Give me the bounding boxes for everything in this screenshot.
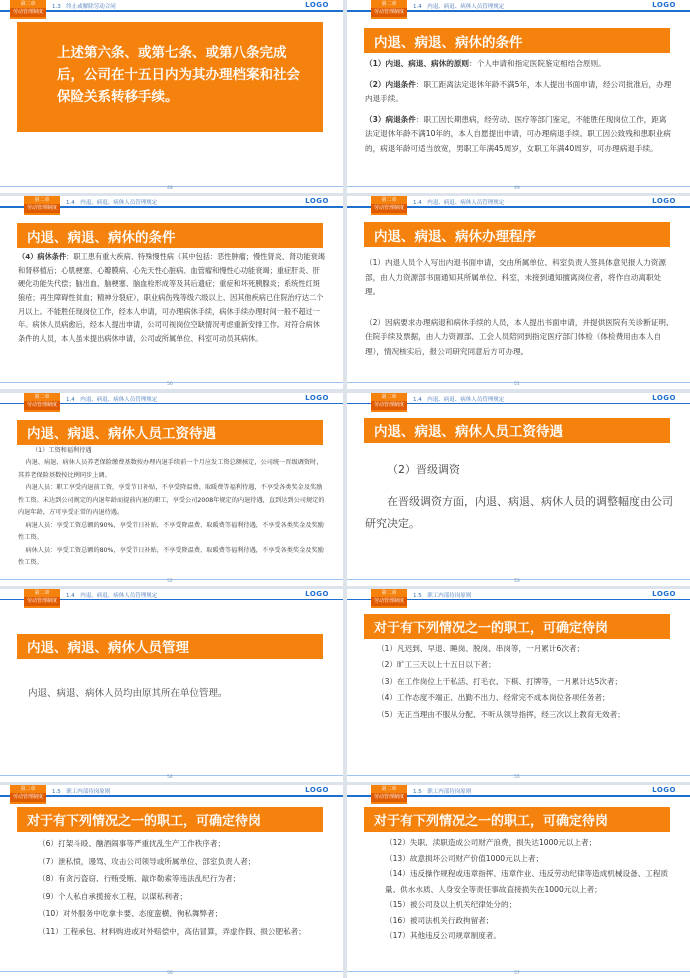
page-number: 50 [167,382,173,388]
slide-title: 对于有下列情况之一的职工，可确定待岗 [17,807,323,832]
page-number: 48 [167,186,173,191]
slide-title: 对于有下列情况之一的职工，可确定待岗 [364,614,670,639]
slide-56[interactable] [0,785,343,978]
list-item: （13）故意损坏公司财产价值1000元以上者； [385,853,544,863]
list-item: （9）个人私自承揽接水工程，以谋私利者； [38,891,188,901]
page-number: 57 [514,971,520,976]
slide-title: 内退、病退、病休人员工资待遇 [17,420,323,445]
slide-body: （1）内退、病退、病休的原则：个人申请和指定医院鉴定相结合原则。 （2）内退条件：职工距离法定退休年龄不满5年，本人提出书面申请，经公司批准后，办理内退手续。 （3）病退条件：职工因长期患病，经劳动、医疗等部门鉴定，不能胜任现岗位工作，距离法定退休年龄不满10年的，本人自愿提出申请，可办理病退手续。职工因公致残和患职业病的，病退年龄可适当放宽，男职工年满45周岁，女职工年满40周岁，可办理病退手续。 [365,59,672,153]
logo: LOGO [652,393,676,402]
chapter-badge: 第二章 劳动管理制度 [371,785,407,804]
page-number: 55 [514,774,520,780]
logo: LOGO [305,589,329,598]
header-line [0,10,343,12]
section-label: 1.4 内退、病退、病休人员管理规定 [66,396,158,403]
list-item: （15）被公司及以上机关纪律处分的； [385,900,517,909]
list-item: （8）有贪污盗窃、行贿受贿、敲诈勒索等违法乱纪行为者； [38,874,241,883]
slide-52[interactable] [0,393,343,586]
slide-body: （4）病休条件：职工患有重大疾病、特殊慢性病（其中包括：恶性肿瘤；慢性肾炎、肾功能衰竭和肾移植后；心肌梗塞、心瓣膜病、心先天性心脏病、血管瘤和慢性心功能衰竭；重症肝炎、肝硬化功能失代偿；脑出血、脑梗塞、脑血栓形成等及其后遗症；重症和坏死胰腺炎；系统性红斑狼疮；再生障碍性贫血；精神分裂症），职业病伤残等级六级以上、因其他疾病已住院治疗达二个月以上。不能胜任现岗位工作，经本人申请，可办理病休手续，病休手续办理时间一般不超过一年。病休人员病愈后，经本人提出申请，公司可视岗位空缺情况考虑重新安排工作。对符合病休条件的人员，本人虽未提出病休申请，公司或所属单位、科室可动员其病休。 [18,252,325,343]
slide-49[interactable] [347,0,690,193]
chapter-badge: 第二章 劳动管理制度 [371,0,407,19]
slide-title: 内退、病退、病休的条件 [17,223,323,248]
chapter-badge: 第二章 劳动管理制度 [10,0,46,19]
list-item: （7）泄私愤，谩骂、攻击公司领导或所属单位、部室负责人者； [38,856,256,866]
logo: LOGO [305,786,329,794]
header-line [0,795,343,797]
chapter-badge: 第二章 劳动管理制度 [371,196,407,215]
section-label: 1.5 职工内部待岗原则 [413,592,472,599]
list-item: （4）工作态度不端正、出勤不出力、经常完不成本岗位各项任务者； [377,693,610,703]
slide-title: 对于有下列情况之一的职工，可确定待岗 [364,807,670,832]
slide-body [365,641,674,724]
chapter-badge: 第二章 劳动管理制度 [371,393,407,412]
section-label: 1.4 内退、病退、病休人员管理规定 [413,4,505,10]
highlight-text: 上述第六条、或第七条、或第八条完成后，公司在十五日内为其办理档案和社会保险关系转移手续。 [57,45,300,105]
highlight-box [17,22,323,132]
logo: LOGO [652,197,676,206]
list-item: （11）工程承包、材料购进或对外赔偿中，高估冒算，弄虚作假、损公肥私者； [38,926,306,936]
slide-body [18,835,327,940]
slide-57[interactable] [347,785,690,978]
chapter-badge: 第二章 劳动管理制度 [10,785,46,804]
slide-title: 内退、病退、病休办理程序 [364,222,670,247]
logo: LOGO [652,589,676,598]
slide-title: 内退、病退、病休人员工资待遇 [364,418,670,443]
section-label: 1.3 终止或解除劳动合同 [52,4,116,10]
page-number: 54 [167,774,173,780]
slide-body [365,835,674,944]
list-item: （12）失职、渎职造成公司财产浪费，损失达1000元以上者； [385,838,597,847]
chapter-badge: 第二章 劳动管理制度 [24,196,60,215]
list-item: （10）对外服务中吃拿卡要、态度蛮横、徇私舞弊者； [38,909,223,918]
slide-48[interactable] [0,0,343,193]
section-label: 1.4 内退、病退、病休人员管理规定 [413,200,505,207]
logo: LOGO [305,393,329,402]
page-number: 53 [514,578,520,584]
logo: LOGO [305,1,329,9]
page-number: 49 [514,186,520,191]
section-label: 1.4 内退、病退、病休人员管理规定 [413,396,505,403]
list-item: （2）旷工三天以上十五日以下者； [377,660,496,670]
slide-53[interactable] [347,393,690,586]
slide-51[interactable] [347,196,690,389]
list-item: （5）无正当理由不服从分配、不听从领导指挥，经三次以上教育无效者； [377,709,625,719]
list-item: （1）凡迟到、早退、睡岗、脱岗、串岗等，一月累计6次者； [377,643,585,653]
slide-body: （2）晋级调资 在晋级调资方面，内退、病退、病休人员的调整幅度由公司研究决定。 [365,462,673,530]
page-number: 51 [514,382,520,388]
slide-body: 内退、病退、病休人员均由原其所在单位管理。 [28,687,228,699]
list-item: （3）在工作岗位上干私活、打毛衣、下棋、打牌等，一月累计达5次者； [377,676,623,686]
chapter-badge: 第二章 劳动管理制度 [371,589,407,608]
slide-title: 内退、病退、病休的条件 [364,28,670,53]
list-item: （14）违反操作规程或违章指挥、违章作业、违反劳动纪律等造成机械设备、工程质量、供水水质、人身安全等责任事故直接损失在1000元以上者； [385,869,669,894]
section-label: 1.5 职工内部待岗原则 [52,789,111,795]
section-label: 1.4 内退、病退、病休人员管理规定 [66,200,158,207]
logo: LOGO [305,197,329,206]
logo: LOGO [652,786,676,794]
page-number: 52 [167,578,173,584]
chapter-badge: 第二章 劳动管理制度 [24,589,60,608]
slide-body: （1）内退人员个人写出内退书面申请，交由所属单位、科室负责人签具体意见报人力资源部，由人力资源部书面通知其所属单位、科室，未接到通知擅离岗位者，将作自动离职处理。 （2）因病要求办理病退和病休手续的人员，本人提出书面申请，并提供医院有关诊断证明、住院手续及票据，由人力资源部、工会人员陪同到指定医疗部门体检（体检费用由本人自理），情况核实后，报公司研究同意后方可办理。 [365,258,674,356]
slide-body: （1）工资和福利待遇 内退、病退、病休人员养老保险缴费基数按办理内退手续前一个月应发工资总额核定，公司统一晋级调资时，其养老保险基数按比例同步上调。 内退人员：职工享受内退前工资，享受节日补贴，不享受降温费、取暖费等福利待遇，不享受各类奖金及奖励性工资。未达到公司规定的内退年龄而提前内退的职工，享受公司2008年规定的内退待遇，直到达到公司规定的内退年龄，方可享受正常的内退待遇。 病退人员：享受工资总额的90%，享受节日补贴，不享受降温费、取暖费等福利待遇，不享受各类奖金及奖励性工资。 病休人员：享受工资总额的80%，享受节日补贴，不享受降温费、取暖费等福利待遇，不享受各类奖金及奖励性工资。 [18,446,325,566]
section-label: 1.4 内退、病退、病休人员管理规定 [66,592,158,599]
slide-50[interactable] [0,196,343,389]
list-item: （16）被司法机关行政拘留者； [385,915,494,925]
slide-55[interactable] [347,589,690,782]
chapter-badge: 第二章 劳动管理制度 [24,393,60,412]
section-label: 1.5 职工内部待岗原则 [413,789,472,795]
list-item: （17）其他违反公司规章制度者。 [385,931,501,940]
slide-54[interactable] [0,589,343,782]
list-item: （6）打架斗殴、酗酒闹事等严重扰乱生产工作秩序者； [38,839,226,848]
page-number: 56 [167,971,173,976]
logo: LOGO [652,1,676,9]
slide-title: 内退、病退、病休人员管理 [17,634,323,659]
